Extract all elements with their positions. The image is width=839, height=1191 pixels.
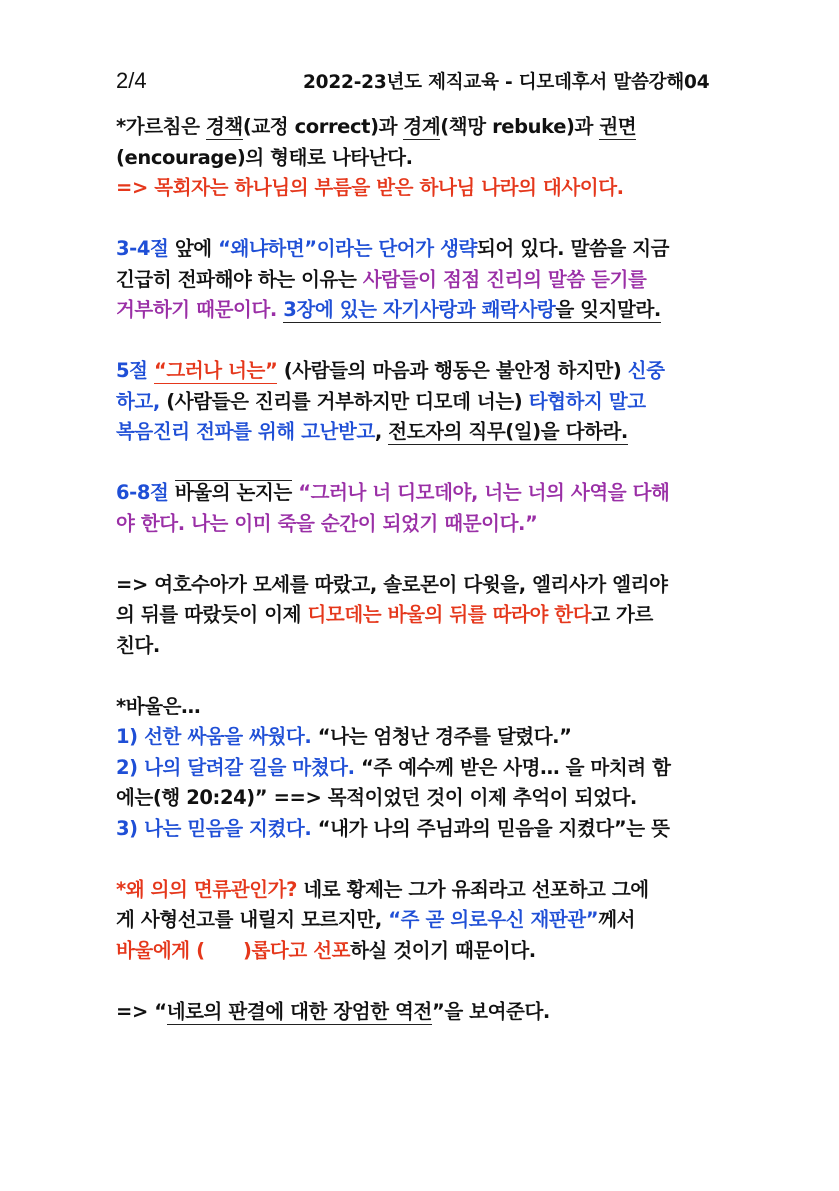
highlight-blue-underlined: 3장에 있는 자기사랑과 쾌락사랑 <box>283 298 556 321</box>
underlined-text: 네로의 판결에 대한 장엄한 역전 <box>166 999 432 1023</box>
paul-item-2 <box>116 753 728 784</box>
verse-ref: 3-4절 <box>116 237 169 260</box>
text: 고 가르 <box>591 603 653 626</box>
highlight-blue: 2) 나의 달려갈 길을 마쳤다. <box>116 755 355 779</box>
text: ”을 보여준다. <box>431 999 550 1023</box>
reversal-line <box>116 997 728 1028</box>
highlight-blue: 신중 <box>627 359 665 382</box>
verse-6-8-line-1 <box>116 478 728 509</box>
overlined-text: 바울의 논지는 <box>174 481 292 504</box>
underlined-text: 전도자의 직무(일)을 다하라. <box>388 420 628 443</box>
text: 되어 있다. 말씀을 지금 <box>476 237 670 260</box>
crown-line-3 <box>116 936 728 967</box>
teaching-line-1 <box>116 112 728 143</box>
paul-item-3 <box>116 814 728 845</box>
text: *가르침은 <box>116 115 206 138</box>
text: 께서 <box>598 908 636 931</box>
text: (사람들은 진리를 거부하지만 디모데 너는) <box>159 389 529 413</box>
paul-heading: *바울은… <box>116 694 201 718</box>
succession-line-2 <box>116 600 728 631</box>
teaching-line-2: (encourage)의 형태로 나타난다. <box>116 145 413 169</box>
page-number: 2/4 <box>116 68 147 93</box>
underlined-term-exhort: 권면 <box>599 115 637 138</box>
document-header-title: 2022-23년도 제직교육 - 디모데후서 말씀강해04 <box>303 72 710 93</box>
succession-line-3: 친다. <box>116 633 160 657</box>
verse-3-4-line-2 <box>116 265 728 296</box>
highlight-red-underlined: “그러나 너는” <box>154 359 278 382</box>
text: (사람들의 마음과 행동은 불안정 하지만) <box>277 359 628 382</box>
verse-5-line-2 <box>116 387 728 418</box>
underlined-term-warn: 경계 <box>403 115 441 138</box>
text: 의 뒤를 따랐듯이 이제 <box>116 603 308 626</box>
highlight-blue: “왜냐하면”이라는 단어가 생략 <box>218 237 477 260</box>
verse-ref: 5절 <box>116 359 148 382</box>
crown-line-2 <box>116 905 728 936</box>
text: => “ <box>116 999 167 1023</box>
verse-5-line-3 <box>116 417 728 448</box>
highlight-blue: 타협하지 말고 <box>528 389 646 413</box>
succession-line-1: => 여호수아가 모세를 따랐고, 솔로몬이 다윗을, 엘리사가 엘리야 <box>116 572 668 596</box>
text: 긴급히 전파해야 하는 이유는 <box>116 267 363 291</box>
text: (교정 correct)과 <box>242 115 404 138</box>
underlined-term-rebuke: 경책 <box>205 115 243 138</box>
highlight-purple: “그러나 너 디모데야, 너는 너의 사역을 다해 <box>291 481 670 504</box>
verse-5-line-1 <box>116 356 728 387</box>
text <box>168 481 174 504</box>
highlight-red-blank: 바울에게 ( )롭다고 선포 <box>116 938 351 962</box>
text: 네로 황제는 그가 유죄라고 선포하고 그에 <box>296 877 649 901</box>
text: , <box>374 420 389 443</box>
text: “주 예수께 받은 사명… 을 마치려 함 <box>354 755 671 779</box>
verse-ref: 6-8절 <box>116 481 169 504</box>
document-body <box>116 112 728 1027</box>
underlined-text: 을 잊지말라. <box>555 298 661 321</box>
paul-item-1 <box>116 722 728 753</box>
highlight-blue: 하고, <box>116 389 160 413</box>
crown-line-1 <box>116 875 728 906</box>
text: “내가 나의 주님과의 믿음을 지켰다”는 뜻 <box>311 816 670 840</box>
text: (책망 rebuke)과 <box>440 115 600 138</box>
verse-3-4-line-3 <box>116 295 728 326</box>
text: “나는 엄청난 경주를 달렸다.” <box>311 725 572 748</box>
highlight-red: *왜 의의 면류관인가? <box>116 877 297 901</box>
ambassador-conclusion: => 목회자는 하나님의 부름을 받은 하나님 나라의 대사이다. <box>116 176 624 199</box>
highlight-purple: 거부하기 때문이다. <box>116 298 277 321</box>
text: 앞에 <box>168 237 219 260</box>
text: 게 사형선고를 내릴지 모르지만, <box>116 908 389 931</box>
highlight-blue: 복음진리 전파를 위해 고난받고 <box>116 420 375 443</box>
verse-3-4-line-1 <box>116 234 728 265</box>
highlight-red: 디모데는 바울의 뒤를 따라야 한다 <box>307 603 592 626</box>
highlight-purple: 사람들이 점점 진리의 말씀 듣기를 <box>362 267 647 291</box>
highlight-blue: 3) 나는 믿음을 지켰다. <box>116 816 312 840</box>
highlight-blue: “주 곧 의로우신 재판관” <box>388 908 599 931</box>
highlight-blue: 1) 선한 싸움을 싸웠다. <box>116 725 312 748</box>
verse-6-8-line-2: 야 한다. 나는 이미 죽을 순간이 되었기 때문이다.” <box>116 511 538 535</box>
paul-item-2-cont: 에는(행 20:24)” ==> 목적이었던 것이 이제 추억이 되었다. <box>116 786 637 809</box>
text: 하실 것이기 때문이다. <box>350 938 536 962</box>
